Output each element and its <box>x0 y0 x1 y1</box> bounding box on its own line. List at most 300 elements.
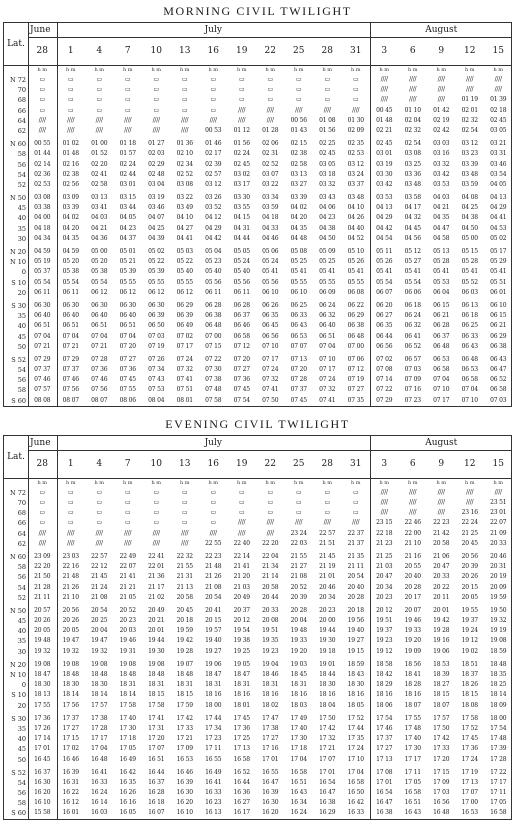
latitude-label: 52 <box>17 593 26 602</box>
time-cell: 20 03 <box>119 627 136 635</box>
time-cell: 16 58 <box>290 768 307 776</box>
unit-label: h m <box>122 67 133 73</box>
time-cell: 04 40 <box>347 224 364 232</box>
time-cell: 18 47 <box>233 671 250 678</box>
table-row <box>4 518 511 528</box>
time-cell: 02 03 <box>148 150 165 158</box>
time-cell: 18 26 <box>461 681 478 689</box>
table-row <box>4 396 511 406</box>
unit-label: h m <box>407 479 418 486</box>
time-cell: 06 48 <box>347 332 364 340</box>
time-cell: 18 03 <box>290 701 307 709</box>
day-label: 7 <box>124 458 131 469</box>
time-cell: //// <box>67 126 75 134</box>
time-cell: ▭ <box>210 86 216 94</box>
time-cell: 18 51 <box>461 660 478 668</box>
time-cell: 17 57 <box>91 701 108 709</box>
table-row <box>4 311 511 321</box>
time-cell: 07 56 <box>91 386 108 394</box>
time-cell: 22 18 <box>376 529 393 537</box>
time-cell: 05 55 <box>148 278 165 286</box>
time-cell: 18 06 <box>376 701 393 709</box>
time-cell: 17 10 <box>347 755 364 763</box>
time-cell: 21 24 <box>91 583 108 591</box>
time-cell: 22 40 <box>233 539 250 547</box>
latitude-label: 35 <box>17 312 26 321</box>
time-cell: //// <box>95 539 103 547</box>
time-cell: 19 23 <box>262 647 279 655</box>
time-cell: 07 23 <box>404 396 421 404</box>
table-row <box>4 375 511 385</box>
time-cell: 19 44 <box>148 637 165 645</box>
time-cell: 07 19 <box>148 342 165 350</box>
time-cell: 06 53 <box>461 366 478 374</box>
latitude-group <box>4 714 511 765</box>
time-cell: 07 29 <box>376 396 393 404</box>
time-cell: 20 54 <box>205 593 222 601</box>
time-cell: 18 16 <box>347 691 364 699</box>
table-row <box>4 160 511 170</box>
time-cell: //// <box>437 488 445 496</box>
time-cell: 06 52 <box>490 376 507 384</box>
time-cell: 17 55 <box>34 701 51 709</box>
time-cell: //// <box>67 116 75 124</box>
time-cell: 03 30 <box>376 170 393 178</box>
time-cell: 17 42 <box>319 724 336 732</box>
time-cell: 21 17 <box>148 583 165 591</box>
time-cell: 03 54 <box>490 170 507 178</box>
time-cell: 07 41 <box>319 396 336 404</box>
time-cell: 16 55 <box>205 755 222 763</box>
time-cell: ▭ <box>96 499 102 506</box>
time-cell: 17 17 <box>91 735 108 743</box>
time-cell: 03 24 <box>347 170 364 178</box>
time-cell: ▭ <box>267 76 273 83</box>
time-cell: //// <box>67 529 75 537</box>
time-cell: 21 26 <box>62 583 79 591</box>
time-cell: 19 32 <box>490 617 507 625</box>
time-cell: 05 10 <box>347 248 364 255</box>
time-cell: 06 13 <box>461 301 478 309</box>
time-cell: 19 38 <box>233 637 250 645</box>
time-cell: 06 10 <box>290 288 307 296</box>
time-cell: 06 41 <box>404 332 421 340</box>
time-cell: 18 02 <box>262 701 279 709</box>
time-cell: 18 14 <box>490 691 507 699</box>
day-label: 1 <box>67 458 74 469</box>
time-cell: 17 37 <box>62 714 79 722</box>
time-cell: 03 43 <box>319 194 336 202</box>
time-cell: 05 39 <box>119 268 136 276</box>
time-cell: 18 46 <box>262 671 279 678</box>
time-cell: 20 22 <box>433 583 450 591</box>
time-cell: 17 52 <box>347 714 364 722</box>
time-cell: 06 12 <box>176 288 193 296</box>
time-cell: 17 38 <box>91 714 108 722</box>
unit-label: h m <box>37 67 48 73</box>
time-cell: ▭ <box>324 499 330 506</box>
table-row <box>4 203 511 213</box>
time-cell: //// <box>323 519 331 527</box>
unit-label: h m <box>350 67 361 73</box>
time-cell: 07 22 <box>205 355 222 363</box>
time-cell: ▭ <box>239 76 245 83</box>
latitude-label: 0 <box>21 268 26 277</box>
time-cell: 06 57 <box>404 355 421 363</box>
time-cell: 05 40 <box>176 268 193 276</box>
time-cell: 23 51 <box>490 499 507 506</box>
time-cell: 06 51 <box>319 332 336 340</box>
time-cell: 18 42 <box>376 671 393 678</box>
time-cell: 16 54 <box>319 778 336 786</box>
time-cell: //// <box>152 539 160 547</box>
unit-label: h m <box>122 479 133 486</box>
table-row <box>4 180 511 190</box>
table-row <box>4 636 511 646</box>
time-cell: 16 33 <box>347 809 364 817</box>
time-cell: 02 39 <box>205 160 222 168</box>
time-cell: 07 36 <box>233 376 250 384</box>
time-cell: 18 59 <box>490 647 507 655</box>
time-cell: //// <box>266 106 274 114</box>
time-cell: 18 15 <box>461 691 478 699</box>
table-row <box>4 342 511 352</box>
time-cell: 20 19 <box>490 573 507 581</box>
unit-label: h m <box>236 479 247 486</box>
time-cell: ▭ <box>96 488 102 496</box>
time-cell: 07 08 <box>376 366 393 374</box>
time-cell: 01 27 <box>148 140 165 148</box>
time-cell: 05 28 <box>433 258 450 266</box>
time-cell: 17 04 <box>91 745 108 753</box>
time-cell: 19 30 <box>148 647 165 655</box>
day-label: 31 <box>350 46 362 56</box>
time-cell: 05 55 <box>319 278 336 286</box>
time-cell: 07 04 <box>62 332 79 340</box>
time-cell: 20 34 <box>376 583 393 591</box>
latitude-label: S 52 <box>11 355 26 364</box>
time-cell: ▭ <box>267 509 273 517</box>
time-cell: 04 35 <box>62 234 79 242</box>
time-cell: 16 48 <box>433 809 450 817</box>
time-cell: 07 34 <box>148 366 165 374</box>
latitude-label: 58 <box>17 563 26 572</box>
time-cell: 16 44 <box>148 768 165 776</box>
time-cell: 16 13 <box>205 809 222 817</box>
time-cell: 17 20 <box>148 735 165 743</box>
table-row <box>4 213 511 223</box>
time-cell: 21 08 <box>91 593 108 601</box>
time-cell: //// <box>352 519 360 527</box>
time-cell: 01 10 <box>404 106 421 114</box>
time-cell: 06 10 <box>490 301 507 309</box>
time-cell: 06 09 <box>319 288 336 296</box>
time-cell: 18 31 <box>119 681 136 689</box>
unit-label: h m <box>236 67 247 73</box>
time-cell: 07 32 <box>319 386 336 394</box>
time-cell: 20 58 <box>176 593 193 601</box>
time-cell: 21 55 <box>176 563 193 571</box>
time-cell: 05 40 <box>233 268 250 276</box>
time-cell: 03 04 <box>148 180 165 188</box>
time-cell: //// <box>124 116 132 124</box>
time-cell: 04 25 <box>148 224 165 232</box>
time-cell: 20 28 <box>347 593 364 601</box>
time-cell: 21 26 <box>205 573 222 581</box>
time-cell: 06 35 <box>376 322 393 330</box>
unit-label: h m <box>436 479 447 486</box>
time-cell: ▭ <box>96 509 102 517</box>
time-cell: //// <box>124 539 132 547</box>
time-cell: 07 37 <box>290 386 307 394</box>
latitude-group <box>4 660 511 711</box>
time-cell: 08 06 <box>119 396 136 404</box>
time-cell: 16 22 <box>62 789 79 797</box>
time-cell: ▭ <box>39 76 45 83</box>
time-cell: 19 23 <box>376 637 393 645</box>
table-row <box>4 106 511 116</box>
time-cell: 16 26 <box>119 789 136 797</box>
day-label: 22 <box>264 458 276 469</box>
time-cell: 07 24 <box>262 366 279 374</box>
time-cell: 04 29 <box>376 214 393 222</box>
time-cell: 19 57 <box>205 627 222 635</box>
time-cell: 18 16 <box>233 691 250 699</box>
time-cell: 18 16 <box>262 691 279 699</box>
time-cell: 20 45 <box>176 606 193 614</box>
time-cell: 03 13 <box>290 170 307 178</box>
time-cell: 20 26 <box>461 573 478 581</box>
time-cell: 07 43 <box>148 376 165 384</box>
time-cell: 02 54 <box>404 140 421 148</box>
time-cell: 19 19 <box>490 627 507 635</box>
time-cell: 07 12 <box>347 366 364 374</box>
time-cell: 03 52 <box>205 204 222 212</box>
time-cell: ▭ <box>96 519 102 527</box>
time-cell: 03 48 <box>347 194 364 202</box>
time-cell: 06 38 <box>347 322 364 330</box>
time-cell: ▭ <box>239 96 245 104</box>
time-cell: ▭ <box>153 519 159 527</box>
time-cell: 00 55 <box>34 140 51 148</box>
time-cell: 18 14 <box>119 691 136 699</box>
time-cell: 06 11 <box>62 288 79 296</box>
time-cell: 07 53 <box>148 386 165 394</box>
time-cell: 06 44 <box>376 332 393 340</box>
latitude-label: S 10 <box>11 278 26 287</box>
time-cell: 19 42 <box>433 617 450 625</box>
time-cell: //// <box>409 76 417 83</box>
morning-twilight-table <box>3 22 512 407</box>
time-cell: ▭ <box>324 509 330 517</box>
time-cell: 05 53 <box>433 278 450 286</box>
time-cell: 05 56 <box>205 278 222 286</box>
time-cell: 06 40 <box>319 322 336 330</box>
time-cell: 04 35 <box>433 214 450 222</box>
time-cell: 17 13 <box>376 755 393 763</box>
time-cell: 05 55 <box>347 278 364 286</box>
latitude-label: 45 <box>17 332 26 341</box>
unit-label: h m <box>493 67 504 73</box>
time-cell: 17 52 <box>461 724 478 732</box>
time-cell: 20 26 <box>34 617 51 625</box>
time-cell: 01 30 <box>347 116 364 124</box>
time-cell: ▭ <box>39 106 45 114</box>
time-cell: 17 20 <box>433 755 450 763</box>
latitude-label: 62 <box>17 539 26 548</box>
month-label: July <box>204 437 222 448</box>
time-cell: ▭ <box>68 519 74 527</box>
time-cell: 20 52 <box>119 606 136 614</box>
time-cell: 03 48 <box>404 180 421 188</box>
time-cell: 17 18 <box>119 735 136 743</box>
time-cell: 21 35 <box>347 552 364 560</box>
time-cell: ▭ <box>68 106 74 114</box>
time-cell: 22 14 <box>233 552 250 560</box>
time-cell: 05 54 <box>91 278 108 286</box>
time-cell: 16 41 <box>205 778 222 786</box>
time-cell: ▭ <box>39 499 45 506</box>
latitude-label: S 10 <box>11 691 26 700</box>
time-cell: 16 14 <box>91 799 108 807</box>
time-cell: //// <box>181 126 189 134</box>
time-cell: 17 15 <box>62 735 79 743</box>
time-cell: 05 26 <box>376 258 393 266</box>
time-cell: //// <box>494 488 502 496</box>
time-cell: 19 30 <box>319 637 336 645</box>
time-cell: 03 31 <box>490 150 507 158</box>
day-label: 10 <box>150 46 162 56</box>
table-row <box>4 75 511 85</box>
time-cell: 20 33 <box>490 539 507 547</box>
latitude-group <box>4 768 511 819</box>
time-cell: 22 49 <box>119 552 136 560</box>
month-label: August <box>425 437 458 448</box>
time-cell: 05 41 <box>262 268 279 276</box>
table-row <box>4 267 511 277</box>
time-cell: 06 30 <box>34 301 51 309</box>
time-cell: 19 44 <box>319 627 336 635</box>
time-cell: 07 36 <box>91 366 108 374</box>
latitude-label: 56 <box>17 573 26 582</box>
time-cell: 05 55 <box>119 278 136 286</box>
time-cell: 20 23 <box>376 593 393 601</box>
time-cell: 16 27 <box>233 799 250 807</box>
time-cell: 05 56 <box>262 278 279 286</box>
time-cell: 06 48 <box>205 322 222 330</box>
unit-label: h m <box>94 67 105 73</box>
time-cell: 06 48 <box>461 355 478 363</box>
time-cell: 06 58 <box>490 386 507 394</box>
time-cell: 02 24 <box>233 150 250 158</box>
table-row <box>4 701 511 711</box>
time-cell: ▭ <box>267 96 273 104</box>
time-cell: ▭ <box>296 488 302 496</box>
time-cell: 19 28 <box>176 647 193 655</box>
latitude-label: N 20 <box>9 248 26 256</box>
time-cell: 04 18 <box>34 224 51 232</box>
time-cell: ▭ <box>353 509 359 517</box>
latitude-label: 58 <box>17 150 26 159</box>
time-cell: //// <box>152 116 160 124</box>
latitude-label: S 60 <box>11 809 26 818</box>
latitude-group <box>4 552 511 603</box>
time-cell: 17 44 <box>347 724 364 732</box>
time-cell: 06 11 <box>34 288 51 296</box>
time-cell: 03 49 <box>176 204 193 212</box>
time-cell: 18 00 <box>490 714 507 722</box>
latitude-label: N 72 <box>9 76 26 84</box>
time-cell: 07 36 <box>119 366 136 374</box>
time-cell: 22 07 <box>490 519 507 527</box>
time-cell: 04 47 <box>433 224 450 232</box>
time-cell: 16 44 <box>233 778 250 786</box>
time-cell: 02 24 <box>119 160 136 168</box>
time-cell: 18 04 <box>319 701 336 709</box>
time-cell: 18 29 <box>376 681 393 689</box>
time-cell: ▭ <box>296 86 302 94</box>
table-row <box>4 355 511 365</box>
time-cell: 05 00 <box>461 234 478 242</box>
time-cell: 19 20 <box>290 647 307 655</box>
latitude-label: 35 <box>17 637 26 646</box>
time-cell: 16 38 <box>319 799 336 807</box>
day-label: 28 <box>36 46 48 56</box>
time-cell: 16 07 <box>148 809 165 817</box>
time-cell: 06 53 <box>290 332 307 340</box>
time-cell: 06 33 <box>461 332 478 340</box>
time-cell: 01 00 <box>91 140 108 148</box>
time-cell: 16 53 <box>461 809 478 817</box>
time-cell: 16 28 <box>148 789 165 797</box>
time-cell: 08 07 <box>91 396 108 404</box>
time-cell: 07 55 <box>119 386 136 394</box>
time-cell: ▭ <box>182 488 188 496</box>
day-label: 19 <box>236 458 248 469</box>
time-cell: 16 35 <box>119 778 136 786</box>
time-cell: 05 54 <box>62 278 79 286</box>
unit-label: h m <box>151 67 162 73</box>
time-cell: //// <box>466 499 474 506</box>
time-cell: ▭ <box>153 86 159 94</box>
time-cell: 04 03 <box>91 214 108 222</box>
time-cell: 21 21 <box>119 583 136 591</box>
time-cell: 04 05 <box>490 180 507 188</box>
time-cell: 01 12 <box>233 126 250 134</box>
time-cell: 22 24 <box>461 519 478 527</box>
time-cell: 07 38 <box>205 376 222 384</box>
day-label: 28 <box>36 458 48 469</box>
latitude-label: 54 <box>17 583 26 592</box>
time-cell: 05 22 <box>176 258 193 266</box>
time-cell: 02 38 <box>62 170 79 178</box>
time-cell: 21 45 <box>91 573 108 581</box>
time-cell: 16 47 <box>376 799 393 807</box>
time-cell: //// <box>380 499 388 506</box>
time-cell: 05 13 <box>433 248 450 255</box>
time-cell: 06 29 <box>176 301 193 309</box>
time-cell: 20 47 <box>376 573 393 581</box>
time-cell: 18 31 <box>233 681 250 689</box>
time-cell: 07 21 <box>91 342 108 350</box>
time-cell: ▭ <box>125 509 131 517</box>
time-cell: 16 58 <box>347 778 364 786</box>
latitude-label: 35 <box>17 224 26 233</box>
time-cell: 21 16 <box>404 552 421 560</box>
time-cell: 07 24 <box>319 376 336 384</box>
time-cell: 02 58 <box>290 160 307 168</box>
time-cell: ▭ <box>96 106 102 114</box>
